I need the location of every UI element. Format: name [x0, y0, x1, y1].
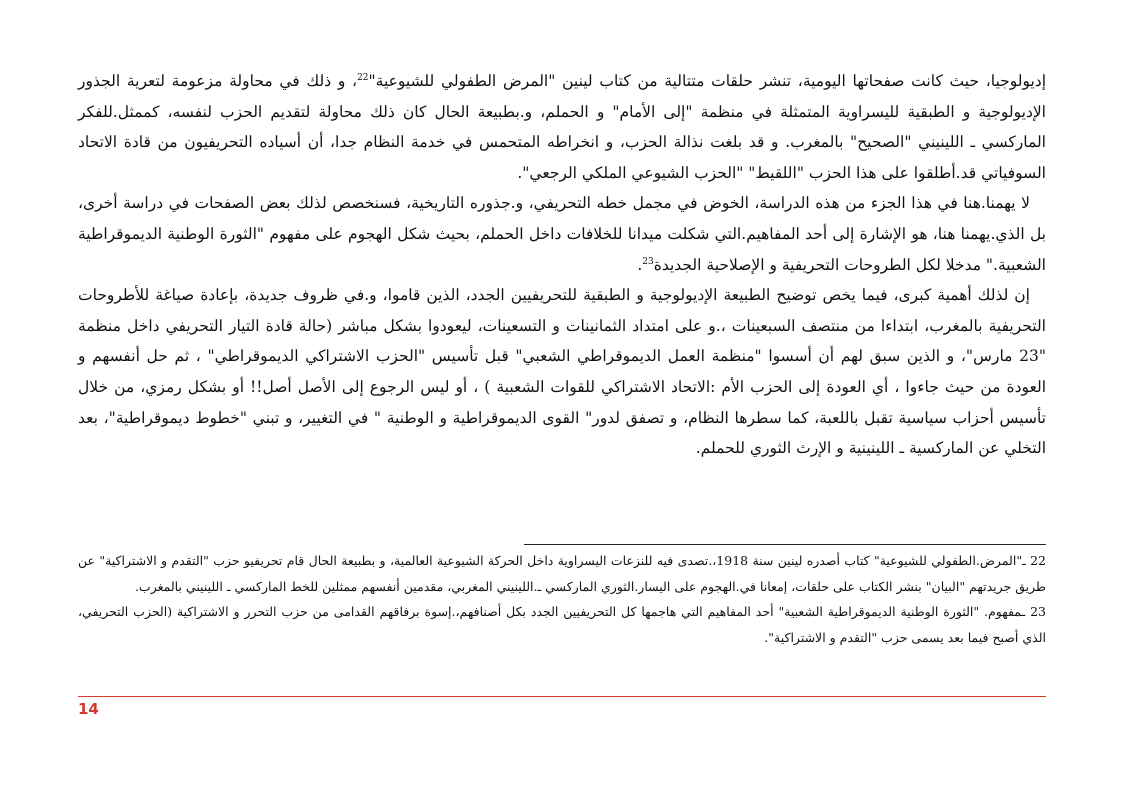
paragraph-3-text: إن لذلك أهمية كبرى، فيما يخص توضيح الطبيعة الإديولوجية و الطبقية للتحريفيين الجدد، الذين قاموا، و.في ظروف جديدة، بإعادة صياغة للأطروحات التحريفية بالمغرب، ابتداءا من منتصف السبعينات ،.و على امتداد الثمانينات و التسعينات، ليعودوا بشكل مباشر (حالة قادة التيار التحريفي داخل منظمة "23 مارس"، و الذين سبق لهم أن أسسوا "منظمة العمل الديموقراطي الشعبي" قبل تأسيس "الحزب الاشتراكي الديموقراطي" ، ثم حل أنفسهم و العودة من حيث جاءوا ، أي العودة إلى الحزب الأم :الاتحاد الاشتراكي للقوات الشعبية ) ، أو ليس الرجوع إلى الأصل أصل!! أو بشكل رمزي، من خلال تأسيس أحزاب سياسية تقبل باللعبة، كما سطرها النظام، و تصفق لدور" القوى الديموقراطية و الوطنية " في التغيير، و تبني "خطوط ديموقراطية"، بعد التخلي عن الماركسية ـ اللينينية و الإرث الثوري للحملم. — [78, 286, 1046, 458]
footnote-23: 23 ـمفهوم. "الثورة الوطنية الديموقراطية الشعبية" أحد المفاهيم التي هاجمها كل التحريفيين الجدد بكل أصنافهم،.إسوة برفاقهم القدامى من حزب التحرر و الاشتراكية (الحزب التحريفي، الذي أصبح فيما بعد يسمى حزب "التقدم و الاشتراكية". — [78, 604, 1046, 645]
page-number: 14 — [78, 700, 99, 718]
paragraph-2-text-before: لا يهمنا.هنا في هذا الجزء من هذه الدراسة، الخوض في مجمل خطه التحريفي، و.جذوره التاريخية، فسنخصص لذلك بعض الصفحات في دراسة أخرى، بل الذي.يهمنا هنا، هو الإشارة إلى أحد المفاهيم.التي شكلت ميدانا للخلافات داخل الحملم، بحيث شكل الهجوم على مفهوم "الثورة الوطنية الديموقراطية الشعبية." مدخلا لكل الطروحات التحريفية و الإصلاحية الجديدة — [78, 194, 1046, 274]
footnote-ref-22[interactable]: 22 — [357, 72, 369, 83]
footnote-separator — [524, 544, 1046, 545]
footnote-ref-23[interactable]: 23 — [642, 256, 654, 267]
paragraph-2 — [78, 188, 1046, 280]
footer-divider — [78, 696, 1046, 697]
paragraph-1-text-before: إديولوجيا، حيث كانت صفحاتها اليومية، تنشر حلقات متتالية من كتاب لينين "المرض الطفولي للشيوعية" — [368, 72, 1046, 90]
footnote-22: 22 ـ"المرض.الطفولي للشيوعية" كتاب أصدره لينين سنة 1918،.تصدى فيه للنزعات اليسراوية داخل الحركة الشيوعية العالمية، و بطبيعة الحال قام تحريفيو حزب "التقدم و الاشتراكية" عن طريق جريدتهم "البيان" بنشر الكتاب على حلقات، إمعانا في.الهجوم على اليسار.الثوري الماركسي ـ.اللينيني المغربي، مقدمين أنفسهم ممثلين للخط الماركسي ـ اللينيني بالمغرب. — [78, 553, 1046, 594]
footnotes — [78, 548, 1046, 650]
paragraph-1-text-after: ، و ذلك في محاولة مزعومة لتعرية الجذور الإديولوجية و الطبقية لليسراوية المتمثلة في منظمة "إلى الأمام" و الحملم، و.بطبيعة الحال كان ذلك محاولة لتقديم الحزب لنفسه، كممثل.للفكر الماركسي ـ اللينيني "الصحيح" بالمغرب. و قد بلغت نذالة الحزب، و انخراطه المتحمس في خدمة النظام جدا، أن أسياده التحريفيون من قادة الاتحاد السوفياتي قد.أطلقوا على هذا الحزب "اللقيط" "الحزب الشيوعي الملكي الرجعي". — [78, 72, 1046, 182]
paragraph-3 — [78, 280, 1046, 464]
paragraph-2-text-after: . — [637, 255, 643, 274]
main-text — [78, 66, 1046, 464]
paragraph-1 — [78, 66, 1046, 188]
